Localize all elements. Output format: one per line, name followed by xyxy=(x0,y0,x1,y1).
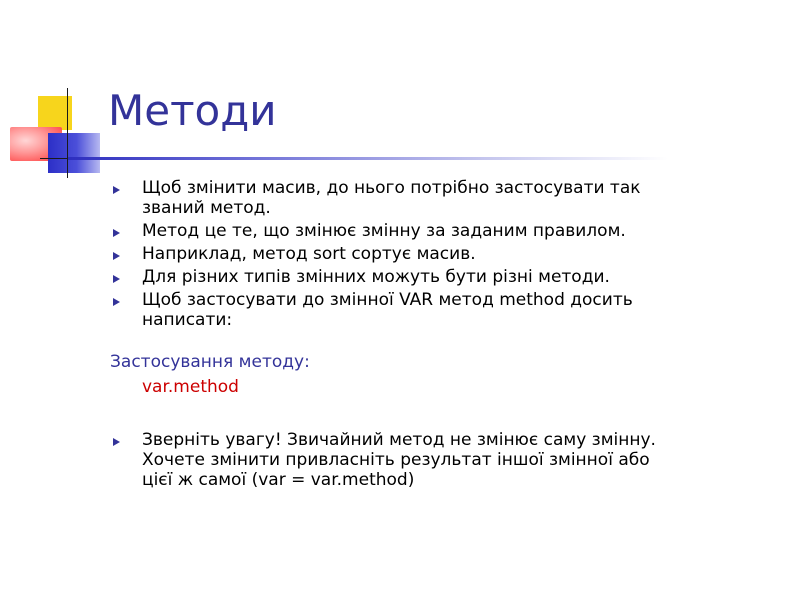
slide-title: Методи xyxy=(108,86,277,135)
logo-blue-square xyxy=(48,133,100,173)
bullet-triangle-icon xyxy=(113,229,120,237)
bullet-text: Метод це те, що змінює змінну за заданим правилом. xyxy=(142,221,626,241)
bullet-item xyxy=(110,221,670,241)
slide-body xyxy=(110,178,670,493)
bullet-triangle-icon xyxy=(113,438,120,446)
bullet-item xyxy=(110,290,670,330)
note-list xyxy=(110,430,670,490)
usage-label: Застосування методу: xyxy=(110,352,310,372)
usage-code: var.method xyxy=(142,377,239,397)
bullet-text: Щоб змінити масив, до нього потрібно застосувати так званий метод. xyxy=(142,178,641,218)
bullet-triangle-icon xyxy=(113,275,120,283)
title-underline xyxy=(68,157,668,160)
bullet-item xyxy=(110,244,670,264)
note-item xyxy=(110,430,670,490)
bullet-triangle-icon xyxy=(113,186,120,194)
bullet-list xyxy=(110,178,670,330)
slide-logo-decoration xyxy=(0,0,110,190)
logo-vertical-line xyxy=(67,88,68,178)
bullet-triangle-icon xyxy=(113,252,120,260)
bullet-item xyxy=(110,178,670,218)
bullet-text: Щоб застосувати до змінної VAR метод method досить написати: xyxy=(142,290,633,330)
bullet-triangle-icon xyxy=(113,298,120,306)
bullet-text: Для різних типів змінних можуть бути різні методи. xyxy=(142,267,610,287)
bullet-text: Наприклад, метод sort сортує масив. xyxy=(142,244,476,264)
note-text: Зверніть увагу! Звичайний метод не змінює саму змінну. Хочете змінити привласніть результат іншої змінної або цієї ж самої (var = var.method) xyxy=(142,430,656,490)
bullet-item xyxy=(110,267,670,287)
